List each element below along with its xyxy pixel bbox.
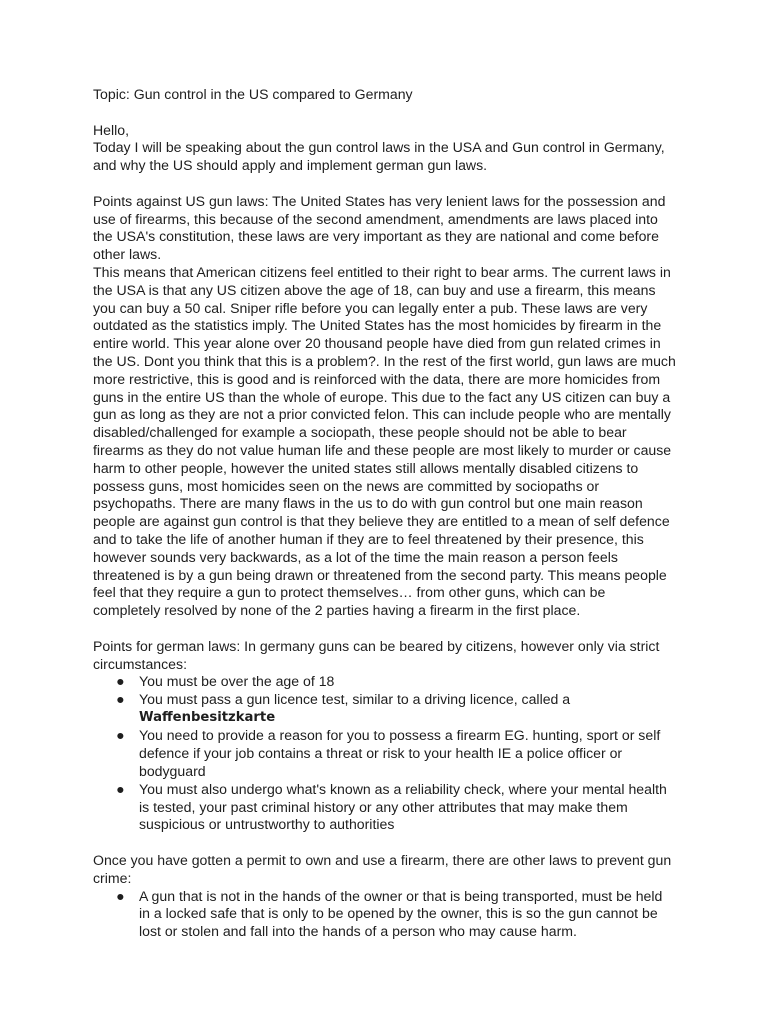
document-topic: Topic: Gun control in the US compared to Germany [93,86,413,102]
list-item-text: A gun that is not in the hands of the owner or that is being transported, must be held in a locked safe that is only to be opened by the owner, this is so the gun cannot be lost or stolen and fall into the hands of a person who may cause harm. [139,887,663,940]
list-item-text: You must be over the age of 18 [139,673,335,690]
list-item [93,673,676,691]
bullet-icon: ● [116,673,125,690]
spacer [93,104,676,122]
bullet-icon: ● [116,780,125,797]
spacer [93,175,676,193]
against-paragraph-2: This means that American citizens feel entitled to their right to bear arms. The current laws in the USA is that any US citizen above the age of 18, can buy and use a firearm, this means you can buy a 50 cal. Sniper rifle before you can legally enter a pub. These laws are very outdated as the statistics imply. The United States has the most homicides by firearm in the entire world. This year alone over 20 thousand people have died from gun related crimes in the US. Dont you think that this is a problem?. In the rest of the first world, gun laws are much more restrictive, this is good and is reinforced with the data, there are more homicides from guns in the entire US than the whole of europe. This due to the fact any US citizen can buy a gun as long as they are not a prior convicted felon. This can include people who are mentally disabled/challenged for example a sociopath, these people should not be able to bear firearms as they do not value human life and these people are most likely to murder or cause harm to other people, however the united states still allows mentally disabled citizens to possess guns, most homicides seen on the news are committed by sociopaths or psychopaths. There are many flaws in the us to do with gun control but one main reason people are against gun control is that they believe they are entitled to a mean of self defence and to take the life of another human if they are to feel threatened by their presence, this however sounds very backwards, as a lot of the time the main reason a person feels threatened is by a gun being drawn or threatened from the second party. This means people feel that they require a gun to protect themselves… from other guns, which can be completely resolved by none of the 2 parties having a firearm in the first place. [93,263,676,619]
list-item [93,888,676,941]
spacer [93,620,676,638]
list-item-text: You must pass a gun licence test, similar to a driving licence, called a [139,691,571,708]
for-german-intro: Points for german laws: In germany guns can be beared by citizens, however only via strict circumstances: [93,637,660,672]
permit-intro: Once you have gotten a permit to own and use a firearm, there are other laws to prevent gun crime: [93,851,672,886]
bullet-icon: ● [116,887,125,904]
against-paragraph-1: Points against US gun laws: The United States has very lenient laws for the possession and use of firearms, this because of the second amendment, amendments are laws placed into the USA's constitution, these laws are very important as they are national and come before other laws. [93,192,666,263]
spacer [93,834,676,852]
permit-laws-list [93,888,676,941]
greeting: Hello, [93,121,130,138]
list-item [93,727,676,780]
list-item-text: You must also undergo what's known as a reliability check, where your mental health is tested, your past criminal history or any other attributes that may make them suspicious or untrustworthy to authorities [139,780,667,833]
intro-paragraph: Today I will be speaking about the gun control laws in the USA and Gun control in Germany, and why the US should apply and implement german gun laws. [93,139,665,174]
list-item [93,691,676,727]
bullet-icon: ● [116,691,125,708]
list-item-text: You need to provide a reason for you to possess a firearm EG. hunting, sport or self defence if your job contains a threat or risk to your health IE a police officer or bodyguard [139,727,661,779]
list-item [93,781,676,834]
bullet-icon: ● [116,727,125,744]
license-term: Waffenbesitzkarte [139,709,276,725]
requirements-list [93,673,676,834]
